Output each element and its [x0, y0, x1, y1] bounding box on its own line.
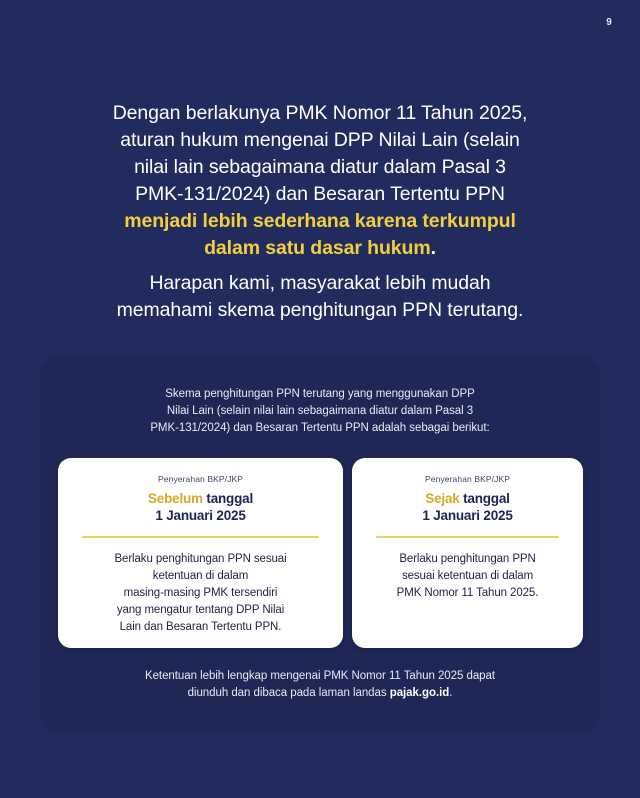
card-divider [82, 536, 319, 538]
panel-intro-line: Nilai Lain (selain nilai lain sebagaimana diatur dalam Pasal 3 [166, 405, 474, 417]
card-title-rest: tanggal [202, 491, 254, 506]
hero-sub-line: Harapan kami, masyarakat lebih mudah [149, 272, 491, 294]
card-date: 1 Januari 2025 [155, 508, 246, 523]
card-before-date [58, 458, 343, 648]
footer-note [60, 668, 580, 702]
card-body-line: Berlaku penghitungan PPN [399, 553, 536, 565]
card-title [74, 490, 327, 507]
footer-prefix: diunduh dan dibaca pada laman landas [187, 687, 390, 699]
card-body-line: PMK Nomor 11 Tahun 2025. [396, 587, 539, 599]
card-since-date [352, 458, 583, 648]
card-eyebrow: Penyerahan BKP/JKP [425, 474, 510, 484]
card-body-line: sesuai ketentuan di dalam [401, 570, 534, 582]
card-title-highlight: Sejak [425, 491, 460, 506]
hero-line: aturan hukum mengenai DPP Nilai Lain (selain [120, 129, 520, 151]
panel-intro-line: PMK-131/2024) dan Besaran Tertentu PPN adalah sebagai berikut: [150, 422, 490, 434]
card-title-highlight: Sebelum [147, 491, 203, 506]
card-body-line: Lain dan Besaran Tertentu PPN. [119, 621, 282, 633]
footer-line: Ketentuan lebih lengkap mengenai PMK Nomor 11 Tahun 2025 dapat [144, 670, 496, 682]
card-body-line: ketentuan di dalam [152, 570, 249, 582]
card-eyebrow: Penyerahan BKP/JKP [158, 474, 243, 484]
footer-line [60, 685, 580, 702]
hero-heading [50, 100, 590, 262]
panel-intro-line: Skema penghitungan PPN terutang yang menggunakan DPP [165, 388, 475, 400]
hero-highlight-tail: . [430, 237, 436, 259]
card-body [74, 551, 327, 636]
hero-highlight-text: dalam satu dasar hukum [204, 237, 431, 259]
hero-highlight-text: menjadi lebih sederhana karena terkumpul [124, 210, 516, 232]
card-body-line: Berlaku penghitungan PPN sesuai [114, 553, 287, 565]
hero-highlight-line [50, 208, 590, 235]
footer-suffix: . [449, 687, 453, 699]
hero-sub-line: memahami skema penghitungan PPN terutang. [116, 299, 524, 321]
card-date: 1 Januari 2025 [422, 508, 513, 523]
card-title-rest: tanggal [459, 491, 510, 506]
card-divider [376, 536, 559, 538]
hero-line: PMK-131/2024) dan Besaran Tertentu PPN [135, 183, 505, 205]
panel-intro-text [50, 386, 590, 437]
card-body-line: yang mengatur tentang DPP Nilai [116, 604, 285, 616]
card-body-line: masing-masing PMK tersendiri [123, 587, 278, 599]
hero-highlight-line [50, 235, 590, 262]
page-number: 9 [606, 17, 612, 28]
card-title [368, 490, 567, 507]
card-body [368, 551, 567, 602]
hero-line: nilai lain sebagaimana diatur dalam Pasal 3 [134, 156, 506, 178]
hero-line: Dengan berlakunya PMK Nomor 11 Tahun 2025, [112, 102, 528, 124]
hero-subheading [50, 270, 590, 324]
footer-link[interactable]: pajak.go.id [389, 687, 450, 699]
